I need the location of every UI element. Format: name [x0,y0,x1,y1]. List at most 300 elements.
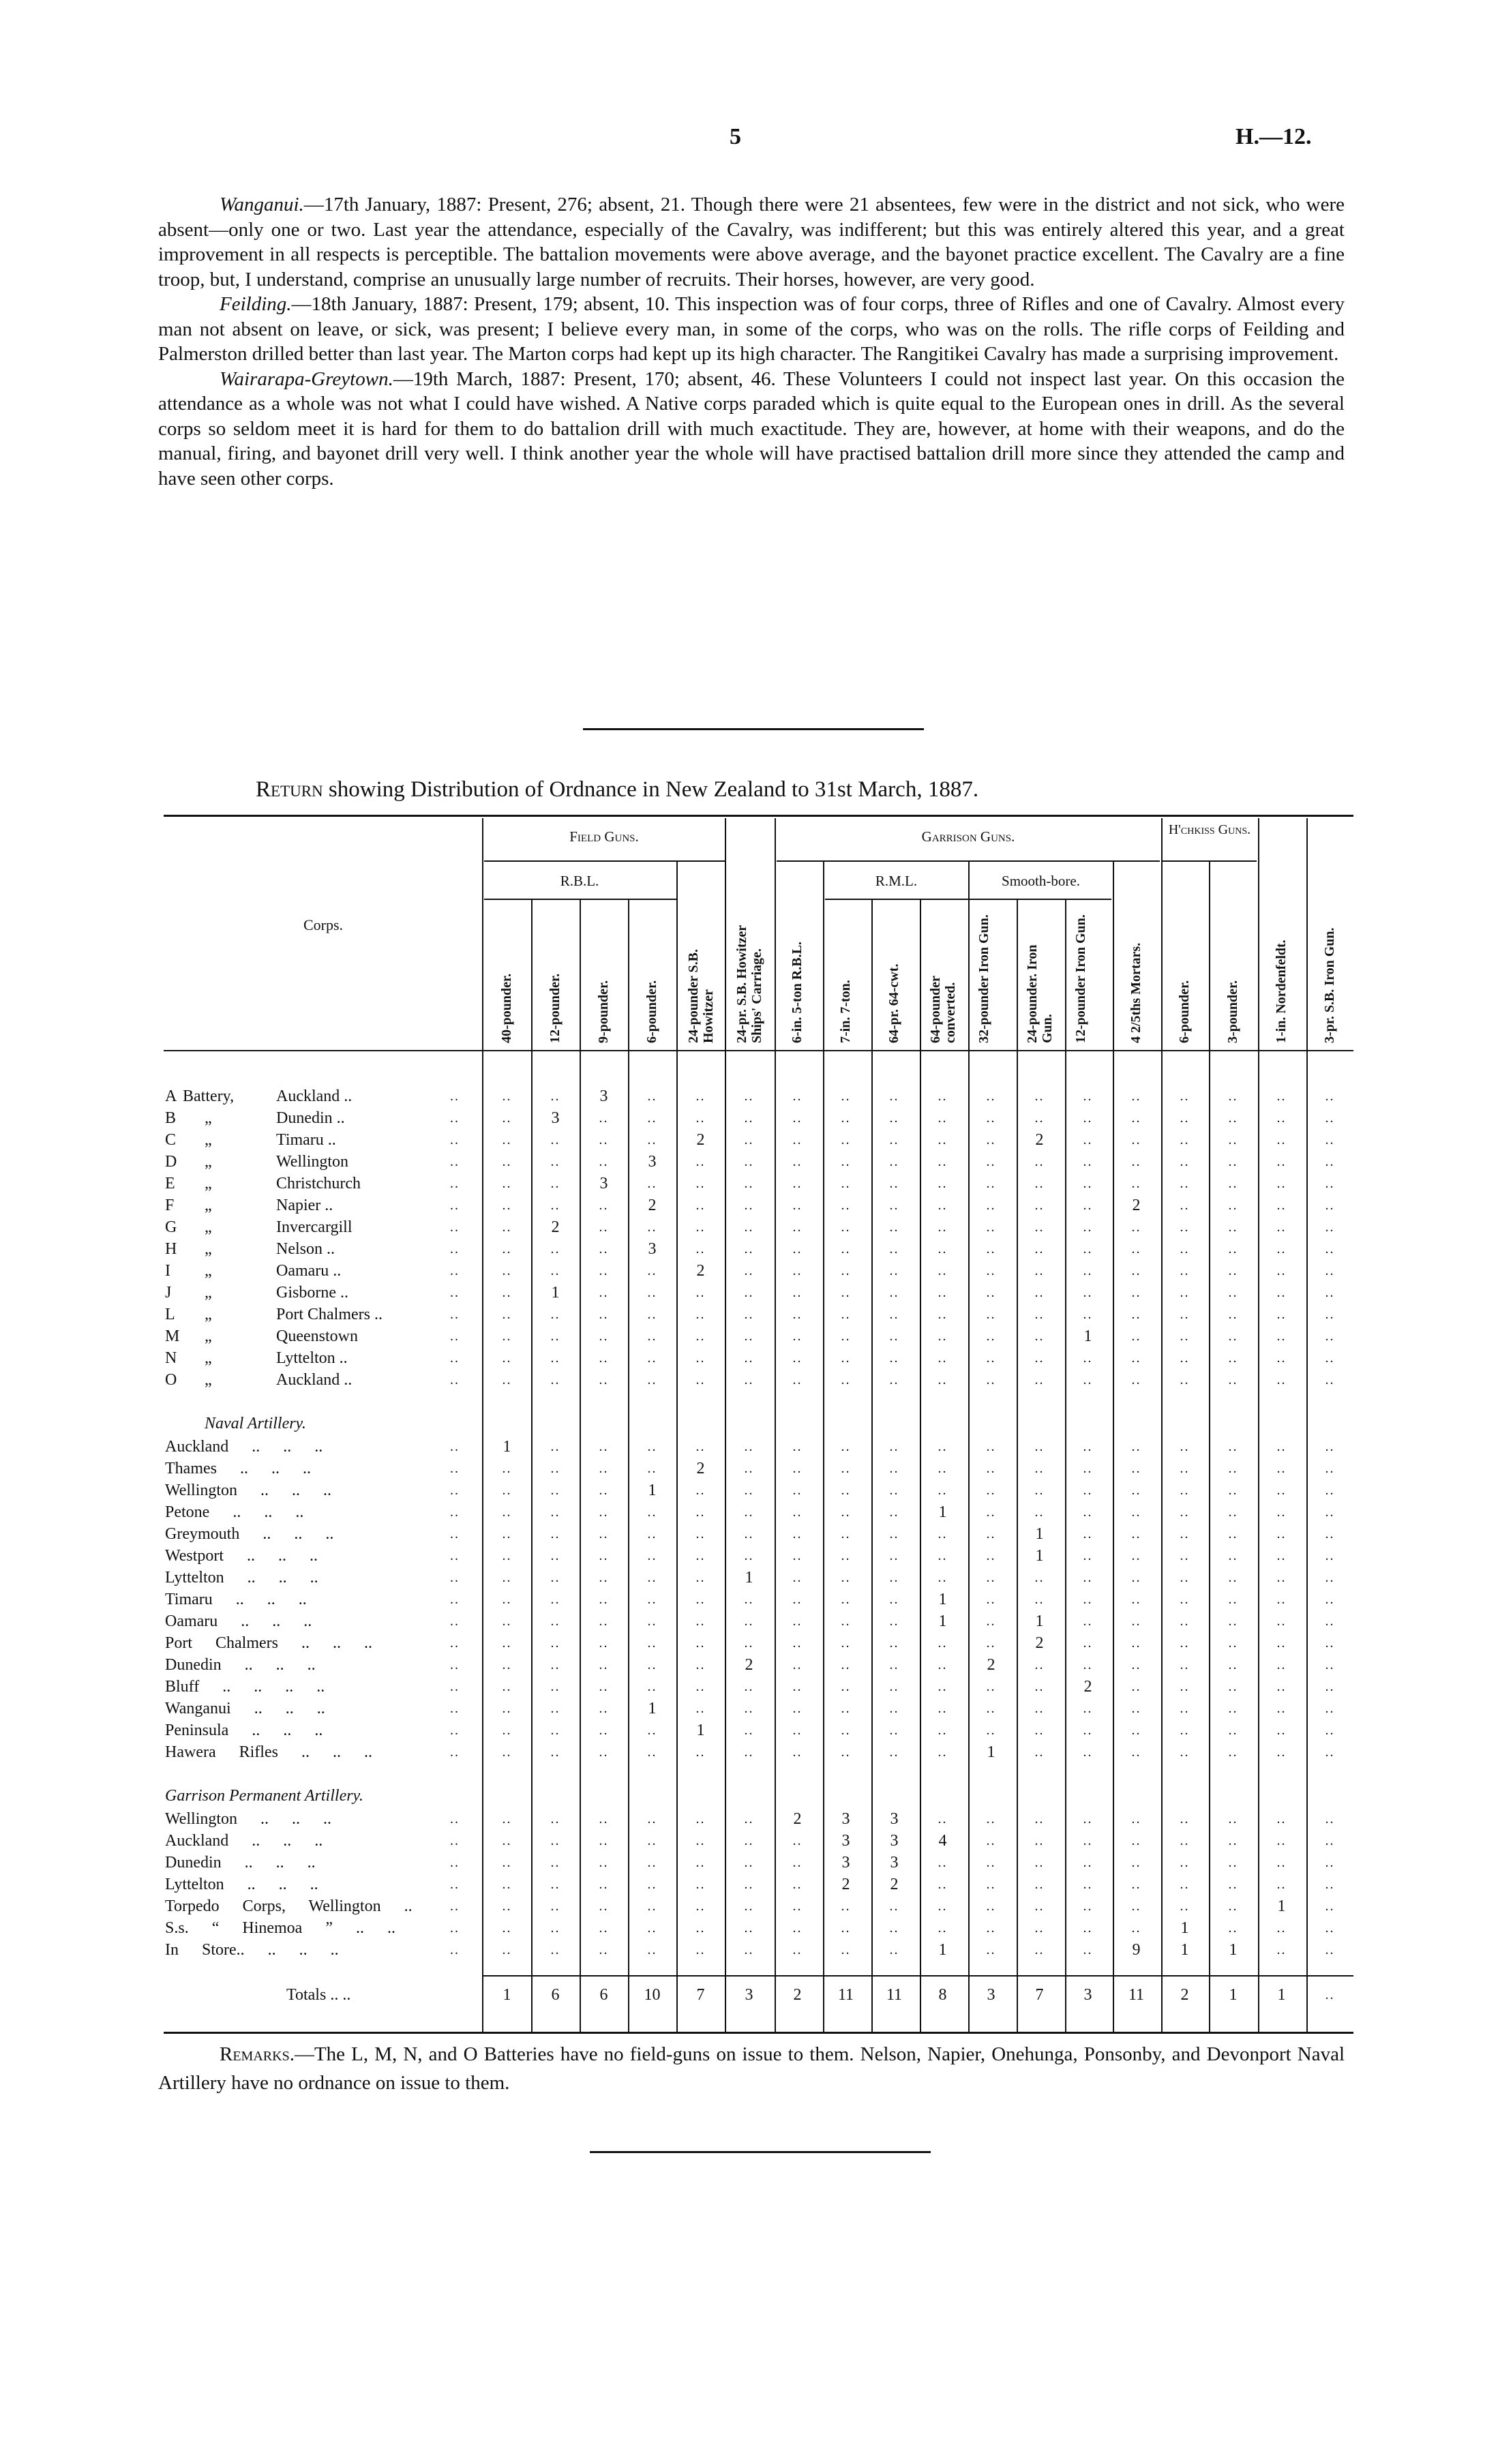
table-cell: .. [792,1461,803,1476]
table-cell: .. [550,1899,560,1914]
table-cell: .. [502,1833,512,1848]
table-cell: .. [550,1351,560,1366]
table-cell: .. [1228,1701,1238,1716]
table-cell: .. [889,1570,899,1585]
table-cell: .. [695,1614,706,1629]
table-cell: .. [599,1855,609,1870]
table-cell: .. [1180,1723,1190,1738]
table-cell: .. [938,1483,948,1498]
section-heading: Garrison Permanent Artillery. [165,1787,363,1805]
ditto-mark: „ [205,1197,212,1214]
table-cell: .. [502,1372,512,1387]
table-cell: .. [550,1329,560,1344]
table-cell: .. [841,1679,851,1694]
table-row [0,1107,1498,1129]
table-cell: .. [1034,1723,1045,1738]
corps-name: Lyttelton .. .. .. [165,1876,318,1893]
table-cell: 1 [1035,1612,1044,1630]
leader-dots: .. [450,1439,460,1454]
table-cell: .. [1228,1111,1238,1126]
table-cell: .. [502,1899,512,1914]
ditto-mark: „ [205,1306,212,1323]
table-cell: 3 [841,1854,850,1872]
corps-name: Port Chalmers .. [276,1306,383,1323]
table-cell: 2 [1083,1678,1092,1696]
table-cell: .. [986,1089,996,1104]
table-cell: .. [550,1636,560,1651]
table-cell: .. [938,1921,948,1936]
table-cell: .. [550,1701,560,1716]
column-header: 24-pounder S.B. Howitzer [686,948,716,1043]
table-cell: .. [1228,1855,1238,1870]
table-cell: .. [938,1111,948,1126]
table-cell: .. [986,1461,996,1476]
table-cell: .. [1325,1942,1335,1957]
total-cell: 1 [1277,1986,1286,2004]
table-cell: .. [744,1679,754,1694]
table-cell: .. [550,1132,560,1147]
table-cell: .. [1276,1176,1287,1191]
table-cell: .. [1325,1461,1335,1476]
leader-dots: .. [450,1679,460,1694]
table-cell: .. [986,1483,996,1498]
table-cell: 3 [890,1810,899,1828]
table-cell: .. [1034,1877,1045,1892]
table-cell: .. [695,1198,706,1213]
table-row [0,1874,1498,1895]
table-cell: .. [938,1154,948,1169]
table-cell: .. [599,1592,609,1607]
table-cell: .. [1180,1812,1190,1827]
table-cell: .. [599,1745,609,1760]
table-cell: 3 [551,1109,560,1127]
table-cell: .. [792,1877,803,1892]
table-cell: .. [938,1723,948,1738]
table-cell: 1 [987,1743,995,1761]
table-cell: .. [1131,1899,1141,1914]
table-cell: .. [986,1372,996,1387]
column-header: 3-pr. S.B. Iron Gun. [1322,927,1337,1043]
table-cell: .. [1276,1636,1287,1651]
table-cell: .. [1083,1351,1093,1366]
table-cell: .. [1325,1176,1335,1191]
total-cell: 1 [503,1986,511,2004]
table-cell: .. [1131,1483,1141,1498]
table-cell: .. [1034,1329,1045,1344]
table-cell: .. [1034,1833,1045,1848]
table-cell: .. [889,1242,899,1257]
table-cell: .. [695,1942,706,1957]
table-cell: .. [502,1723,512,1738]
table-cell: .. [502,1701,512,1716]
table-cell: .. [1180,1636,1190,1651]
table-cell: .. [889,1307,899,1322]
table-cell: .. [1180,1285,1190,1300]
table-cell: .. [1276,1855,1287,1870]
total-cell: 11 [837,1986,854,2004]
table-cell: .. [599,1505,609,1520]
table-cell: .. [744,1614,754,1629]
corps-name: Timaru .. .. .. [165,1591,307,1608]
table-cell: .. [647,1921,657,1936]
table-cell: .. [647,1548,657,1563]
table-cell: .. [744,1220,754,1235]
rbl-header: R.B.L. [560,873,599,889]
table-cell: .. [1276,1701,1287,1716]
total-cell: 1 [1229,1986,1238,2004]
table-cell: .. [1325,1263,1335,1278]
table-cell: .. [744,1483,754,1498]
table-cell: .. [1180,1833,1190,1848]
table-cell: .. [841,1723,851,1738]
garrison-guns-header: Garrison Guns. [921,828,1015,845]
paragraph-wanganui [158,192,1345,292]
table-cell: .. [1325,1089,1335,1104]
table-cell: .. [502,1614,512,1629]
table-cell: .. [550,1242,560,1257]
table-cell: .. [695,1592,706,1607]
column-header: 6-pounder. [644,980,659,1043]
table-cell: .. [599,1220,609,1235]
battery-letter: J [165,1284,172,1302]
table-cell: .. [1228,1220,1238,1235]
table-cell: .. [1083,1242,1093,1257]
table-cell: .. [1325,1198,1335,1213]
table-cell: .. [647,1461,657,1476]
table-cell: .. [792,1723,803,1738]
table-cell: .. [986,1636,996,1651]
table-cell: 2 [696,1460,705,1477]
table-cell: .. [792,1176,803,1191]
table-cell: .. [1325,1657,1335,1672]
leader-dots: .. [450,1548,460,1563]
table-cell: .. [744,1636,754,1651]
table-cell: .. [1083,1263,1093,1278]
table-row [0,1852,1498,1874]
corps-name: Timaru .. [276,1131,336,1149]
table-cell: .. [1276,1307,1287,1322]
table-cell: .. [1325,1505,1335,1520]
table-cell: .. [744,1592,754,1607]
column-header: 7-in. 7-ton. [838,980,853,1043]
table-cell: .. [1131,1636,1141,1651]
table-row [0,1216,1498,1238]
table-cell: .. [1325,1679,1335,1694]
table-cell: .. [1083,1570,1093,1585]
table-cell: .. [938,1176,948,1191]
table-cell: .. [1083,1154,1093,1169]
table-cell: .. [502,1592,512,1607]
table-cell: .. [1276,1089,1287,1104]
table-cell: .. [1325,1812,1335,1827]
table-cell: .. [502,1285,512,1300]
leader-dots: .. [450,1111,460,1126]
table-cell: .. [1131,1592,1141,1607]
corps-name: Bluff .. .. .. .. [165,1678,325,1696]
table-cell: .. [792,1483,803,1498]
table-cell: .. [1228,1679,1238,1694]
table-row [0,1304,1498,1325]
table-cell: .. [986,1812,996,1827]
total-cell: 3 [987,1986,995,2004]
table-cell: .. [1083,1833,1093,1848]
table-cell: .. [744,1723,754,1738]
battery-letter: F [165,1197,175,1214]
corps-name: Wellington [276,1153,349,1171]
table-cell: .. [502,1329,512,1344]
table-row [0,1895,1498,1917]
rml-header: R.M.L. [875,873,918,889]
table-cell: .. [1325,1527,1335,1542]
table-cell: .. [647,1570,657,1585]
leader-dots: .. [450,1942,460,1957]
table-cell: .. [695,1527,706,1542]
table-cell: .. [599,1351,609,1366]
table-cell: .. [841,1198,851,1213]
table-cell: .. [792,1942,803,1957]
table-cell: .. [1276,1657,1287,1672]
table-cell: .. [502,1154,512,1169]
leader-dots: .. [450,1636,460,1651]
table-cell: .. [986,1111,996,1126]
table-cell: .. [792,1263,803,1278]
table-cell: .. [792,1220,803,1235]
table-cell: .. [1228,1614,1238,1629]
table-cell: .. [550,1461,560,1476]
table-cell: .. [1228,1833,1238,1848]
table-cell: .. [1083,1592,1093,1607]
totals-label: Totals .. .. [286,1986,351,2004]
table-cell: .. [1325,1745,1335,1760]
table-cell: .. [792,1899,803,1914]
table-cell: .. [986,1570,996,1585]
table-cell: .. [550,1439,560,1454]
table-cell: .. [550,1089,560,1104]
table-cell: .. [744,1307,754,1322]
corps-name: Peninsula .. .. .. [165,1722,323,1739]
table-cell: .. [1131,1657,1141,1672]
ditto-mark: „ [205,1371,212,1389]
totals-rule [483,1975,1353,1977]
table-cell: .. [986,1723,996,1738]
table-cell: .. [1228,1657,1238,1672]
column-header: 3-pounder. [1225,980,1240,1043]
table-cell: .. [938,1636,948,1651]
table-cell: .. [1180,1198,1190,1213]
table-cell: .. [1228,1176,1238,1191]
table-cell: .. [550,1877,560,1892]
table-cell: 2 [987,1656,995,1674]
table-cell: .. [986,1176,996,1191]
table-cell: .. [744,1176,754,1191]
table-cell: 2 [551,1218,560,1236]
remarks [158,2040,1345,2097]
table-cell: .. [792,1548,803,1563]
table-cell: .. [550,1505,560,1520]
table-cell: .. [1131,1833,1141,1848]
battery-letter: M [165,1327,180,1345]
table-row [0,1325,1498,1347]
table-cell: .. [1034,1570,1045,1585]
table-cell: .. [938,1657,948,1672]
table-cell: .. [502,1570,512,1585]
leader-dots: .. [450,1089,460,1104]
table-cell: .. [647,1833,657,1848]
table-cell: .. [1034,1899,1045,1914]
table-cell: .. [695,1833,706,1848]
table-cell: .. [938,1570,948,1585]
table-cell: .. [502,1483,512,1498]
table-cell: .. [1180,1877,1190,1892]
table-cell: .. [889,1921,899,1936]
table-cell: .. [1228,1351,1238,1366]
table-cell: 1 [1035,1547,1044,1565]
table-row [0,1436,1498,1458]
table-cell: .. [841,1132,851,1147]
table-cell: .. [1180,1461,1190,1476]
table-cell: .. [1083,1701,1093,1716]
table-cell: .. [986,1307,996,1322]
table-cell: .. [1083,1461,1093,1476]
table-cell: .. [1276,1461,1287,1476]
table-cell: .. [1276,1329,1287,1344]
column-header: 24-pounder. Iron Gun. [1025,944,1055,1043]
leader-dots: .. [450,1527,460,1542]
leader-dots: .. [450,1307,460,1322]
table-cell: .. [1276,1679,1287,1694]
section-divider [583,728,924,730]
table-cell: .. [1325,1154,1335,1169]
table-cell: 3 [648,1153,657,1171]
column-header: 64-pr. 64-cwt. [886,963,901,1043]
place-name: Wanganui. [220,194,304,215]
table-cell: .. [1180,1483,1190,1498]
table-cell: .. [647,1899,657,1914]
table-cell: .. [1180,1154,1190,1169]
table-cell: .. [744,1921,754,1936]
table-cell: .. [889,1220,899,1235]
table-cell: .. [744,1154,754,1169]
table-cell: .. [1083,1899,1093,1914]
table-cell: 1 [938,1591,947,1608]
table-cell: .. [599,1242,609,1257]
table-cell: .. [695,1329,706,1344]
table-cell: .. [938,1701,948,1716]
table-cell: .. [1034,1745,1045,1760]
table-cell: .. [1131,1745,1141,1760]
table-cell: .. [550,1154,560,1169]
table-cell: .. [550,1723,560,1738]
table-row [0,1458,1498,1479]
table-cell: .. [889,1592,899,1607]
table-cell: .. [841,1176,851,1191]
table-cell: .. [841,1899,851,1914]
table-cell: 1 [503,1438,511,1456]
table-cell: .. [841,1307,851,1322]
table-cell: .. [695,1548,706,1563]
total-cell: 6 [599,1986,608,2004]
leader-dots: .. [450,1833,460,1848]
leader-dots: .. [450,1132,460,1147]
table-cell: .. [502,1745,512,1760]
battery-letter: C [165,1131,177,1149]
table-row [0,1830,1498,1852]
table-cell: .. [502,1461,512,1476]
table-cell: .. [647,1111,657,1126]
table-cell: .. [938,1461,948,1476]
table-cell: .. [1180,1329,1190,1344]
table-cell: .. [1325,1877,1335,1892]
table-cell: .. [744,1461,754,1476]
table-cell: 2 [696,1131,705,1149]
corps-name: Dunedin .. [276,1109,345,1127]
table-cell: .. [1131,1263,1141,1278]
table-cell: 3 [648,1240,657,1258]
table-cell: .. [1131,1812,1141,1827]
table-cell: .. [792,1679,803,1694]
ditto-mark: „ [205,1109,212,1127]
table-cell: .. [502,1242,512,1257]
leader-dots: .. [450,1198,460,1213]
table-cell: .. [889,1701,899,1716]
battery-letter: O [165,1371,177,1389]
table-row [0,1676,1498,1698]
table-cell: 1 [1229,1941,1238,1959]
table-cell: .. [1083,1614,1093,1629]
table-cell: .. [1131,1527,1141,1542]
table-cell: .. [792,1570,803,1585]
table-cell: .. [502,1220,512,1235]
table-cell: .. [1325,1372,1335,1387]
table-cell: .. [1180,1657,1190,1672]
table-cell: 3 [841,1810,850,1828]
table-cell: .. [889,1329,899,1344]
table-cell: .. [599,1570,609,1585]
table-cell: .. [1276,1614,1287,1629]
table-header-rule [164,1050,1353,1051]
table-cell: .. [841,1242,851,1257]
table-cell: .. [792,1372,803,1387]
table-cell: .. [550,1198,560,1213]
leader-dots: .. [450,1812,460,1827]
leader-dots: .. [450,1154,460,1169]
table-cell: .. [1228,1636,1238,1651]
table-cell: .. [695,1285,706,1300]
paragraph-body: —19th March, 1887: Present, 170; absent, 46. These Volunteers I could not inspect last year. On this occasion the attendance as a whole was not what I could have wished. A Native corps paraded which is quite equal to the European ones in drill. As the several corps so seldom meet it is hard for them to do battalion drill with much exactitude. They are, however, at home with their weapons, and do the manual, firing, and bayonet drill very well. I think another year the whole will have practised battalion drill more since they attended the camp and have seen other corps. [158,367,1345,490]
table-cell: .. [1276,1242,1287,1257]
table-cell: 2 [696,1262,705,1280]
battery-letter: D [165,1153,177,1171]
table-cell: .. [502,1657,512,1672]
table-cell: .. [744,1527,754,1542]
table-cell: .. [889,1899,899,1914]
table-row [0,1719,1498,1741]
table-cell: .. [986,1614,996,1629]
table-cell: .. [1131,1701,1141,1716]
table-cell: .. [1228,1812,1238,1827]
total-cell: 11 [886,1986,903,2004]
table-cell: .. [938,1351,948,1366]
table-cell: .. [647,1285,657,1300]
table-cell: .. [744,1877,754,1892]
table-cell: .. [986,1329,996,1344]
battery-letter: N [165,1349,177,1367]
ditto-mark: „ [205,1175,212,1192]
table-cell: 9 [1132,1941,1141,1959]
ditto-mark: „ [205,1131,212,1149]
table-cell: .. [792,1154,803,1169]
table-cell: .. [1131,1176,1141,1191]
